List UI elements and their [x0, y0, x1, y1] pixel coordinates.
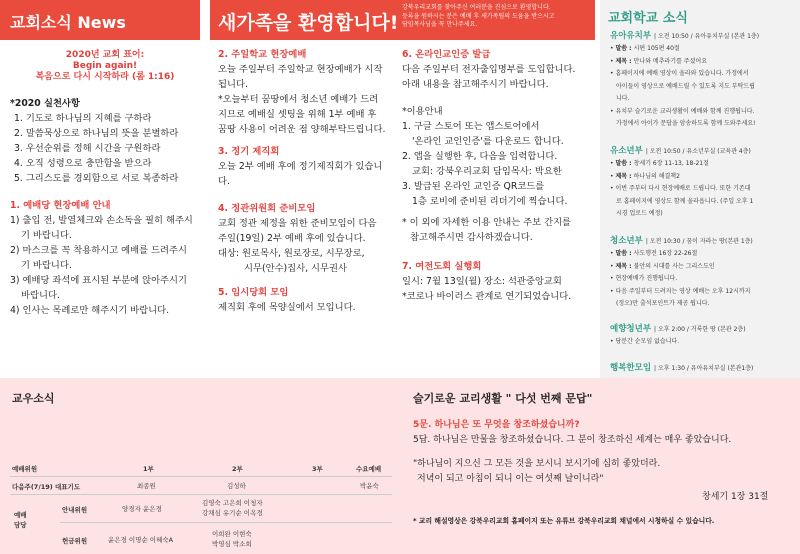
young-adult-dept: 예향청년부 | 오후 2:00 / 거룩한 땅 (본관 2층) • 당분간 순모임 없습니다.: [610, 324, 746, 345]
youth-dept: 유소년부 | 오전 10:50 / 유소년부실 (교육관 4층) • 말씀 : 창세기 6장 11-13, 18-21절 • 제목 : 하나님의 해결책2 • 이번 주부터 다시 현장예배로 드립니다. 또한 기존대 로 홈페이지에 영상도 함께 올라옵니다. (주일 오후 1 시경 업로드 예정): [610, 146, 754, 217]
catechism-note: * 교리 해설영상은 강북우리교회 홈페이지 또는 유튜브 강북우리교회 채널에서 시청하실 수 있습니다.: [413, 517, 715, 525]
list-item: 4. 오직 성령으로 충만함을 받으라: [14, 158, 152, 169]
welcome-title: 새가족을 환영합니다!: [218, 12, 399, 34]
catechism-title: 슬기로운 교리생활 " 다섯 번째 문답": [413, 392, 593, 405]
row-offering-label: 헌금위원: [62, 537, 88, 545]
church-motto: 2020년 교회 표어: Begin again! 복음으로 다시 시작하라 (롬 1:16): [35, 50, 175, 82]
row-prayer-first: 최종원: [137, 482, 156, 490]
section-session-meeting: 5. 임시당회 모임 제직회 후에 목양실에서 모입니다.: [218, 287, 356, 313]
list-item: 3. 우선순위를 정해 시간을 구원하라: [14, 143, 161, 154]
row-usher-first: 양경자 윤은경: [122, 505, 162, 513]
row-prayer-label: 다음주(7/19) 대표기도: [12, 483, 81, 491]
table-divider: [10, 476, 392, 477]
table-divider: [10, 494, 392, 495]
bottom-panel: [0, 378, 800, 554]
table-header-second: 2부: [232, 465, 243, 473]
group-label-duty: 담당: [14, 521, 27, 529]
scripture-quote: "하나님이 지으신 그 모든 것을 보시니 보시기에 심히 좋았더라. 저녁이 되고 아침이 되니 이는 여섯째 날이니라": [413, 459, 661, 484]
happy-group-dept: 행복한모임 | 오후 1:30 / 유아유치부실 (본관1층): [610, 363, 754, 373]
teen-dept: 청소년부 | 오전 10:30 / 꿈이 자라는 땅(본관 1층) • 말씀 : 사도행전 16장 22-26절 • 제목 : 불안의 시대를 사는 그리스도인 • 현장예배가 진행됩니다. • 다음 주일부터 드려지는 영상 예배는 오후 12시까지 (정오)만 출석포인트가 제공 됩니다.: [610, 236, 753, 307]
welcome-note: 강북우리교회를 찾아주신 여러분을 진심으로 환영합니다. 등록을 원하시는 분은 예배 후 새가족팀의 도움을 받으시고 담임목사님을 꼭 만나주세요.: [402, 4, 555, 28]
table-header-wednesday: 수요예배: [356, 465, 382, 473]
row-usher-second-b: 강채심 유기순 이옥경: [202, 509, 263, 517]
row-offering-second-b: 박영심 박소희: [212, 540, 252, 548]
table-divider: [60, 522, 392, 523]
catechism-answer: 5답. 하나님은 만물을 창조하셨습니다. 그 분이 창조하신 세계는 매우 좋았습니다.: [413, 435, 732, 445]
row-usher-label: 안내위원: [62, 506, 88, 514]
news-title: 교회소식 News: [10, 13, 126, 32]
practice-list: *2020 실천사항 1. 기도로 하나님의 지혜를 구하라 2. 말씀묵상으로 하나님의 뜻을 분별하라 3. 우선순위를 정해 시간을 구원하라 4. 오직 성령으로 충만함을 받으라 5. 그리스도를 경외함으로 서로 복종하라: [10, 96, 200, 186]
table-header-first: 1부: [143, 465, 154, 473]
row-prayer-second: 김성하: [227, 482, 246, 490]
group-label-worship: 예배: [14, 511, 27, 519]
row-usher-second-a: 김영숙 고은희 이청자: [202, 499, 263, 507]
row-prayer-wednesday: 박윤숙: [360, 482, 379, 490]
list-item: 1. 기도로 하나님의 지혜를 구하라: [14, 113, 152, 124]
list-item: 2. 말씀묵상으로 하나님의 뜻을 분별하라: [14, 128, 179, 139]
row-offering-first: 윤은경 이명순 이혜숙A: [108, 536, 174, 544]
table-header-third: 3부: [312, 465, 323, 473]
table-header-role: 예배위원: [12, 465, 38, 473]
list-item: 5. 그리스도를 경외함으로 서로 복종하라: [14, 173, 179, 184]
row-offering-second-a: 이희완 이현숙: [212, 530, 252, 538]
section-women-meeting: 7. 여전도회 실행회 일시: 7월 13일(월) 장소: 석관중앙교회 *코로나 바이러스 관계로 연기되었습니다.: [402, 261, 572, 302]
section-deacons-meeting: 3. 정기 제직회 오늘 2부 예배 후에 정기제직회가 있습니 다.: [218, 146, 383, 187]
scripture-reference: 창세기 1장 31절: [702, 492, 769, 502]
section-bylaws-committee: 4. 정관위원회 준비모임 교회 정관 제정을 위한 준비모임이 다음 주일(19일) 2부 예배 후에 있습니다. 대상: 원로목사, 원로장로, 시무장로, 시무(안수)집사, 시무권사: [218, 203, 377, 274]
church-school-title: 교회학교 소식: [608, 11, 688, 26]
members-news-title: 교우소식: [12, 392, 55, 405]
catechism-question: 5문. 하나님은 또 무엇을 창조하셨습니까?: [413, 420, 580, 430]
section-worship-guide: 1. 예배당 현장예배 안내 1) 출입 전, 발열체크와 손소독을 필히 해주시 기 바랍니다. 2) 마스크를 꼭 착용하시고 예배를 드려주시 기 바랍니다. 3) 예배당 좌석에 표시된 부분에 앉아주시기 바랍니다. 4) 인사는 목례로만 해주시기 바랍니다.: [10, 200, 193, 316]
section-sunday-school: 2. 주일학교 현장예배 오늘 주일부터 주일학교 현장예배가 시작 됩니다. *오늘부터 꿈땅에서 청소년 예배가 드려 지므로 예배실 셋팅을 위해 1부 예배 후 꿈땅 사용이 어려운 점 양해부탁드립니다.: [218, 49, 386, 135]
section-online-id: 6. 온라인교인증 발급 다음 주일부터 전자출입명부를 도입합니다. 아래 내용을 참고해주시기 바랍니다.: [402, 49, 576, 90]
kinder-dept: 유아유치부 | 오전 10:50 / 유아유치부실 (본관 1층) • 말씀 : 시편 105편 40절 • 제목 : 만나와 메추라기를 주셨어요 • 홈페이지에 예배 영상이 올라와 있습니다. 가정에서 아이들이 영상으로 예배드릴 수 있도록 지도 부탁드립 니다. • 유치부 슬기로운 교리생활이 예배와 함께 진행됩니다. 가정에서 아이가 문답을 암송하도록 함께 도와주세요!: [610, 31, 760, 127]
usage-guide: *이용안내 1. 구글 스토어 또는 앱스토어에서 '온라인 교인인증'를 다운로드 합니다. 2. 앱을 실행한 후, 다음을 입력합니다. 교회: 강북우리교회 담임목사: 박요한 3. 발급된 온라인 교인증 QR코드를 1층 로비에 준비된 리더기에 찍습니다. * 이 외에 자세한 이용 안내는 주보 간지를 참고해주시면 감사하겠습니다.: [402, 106, 572, 243]
